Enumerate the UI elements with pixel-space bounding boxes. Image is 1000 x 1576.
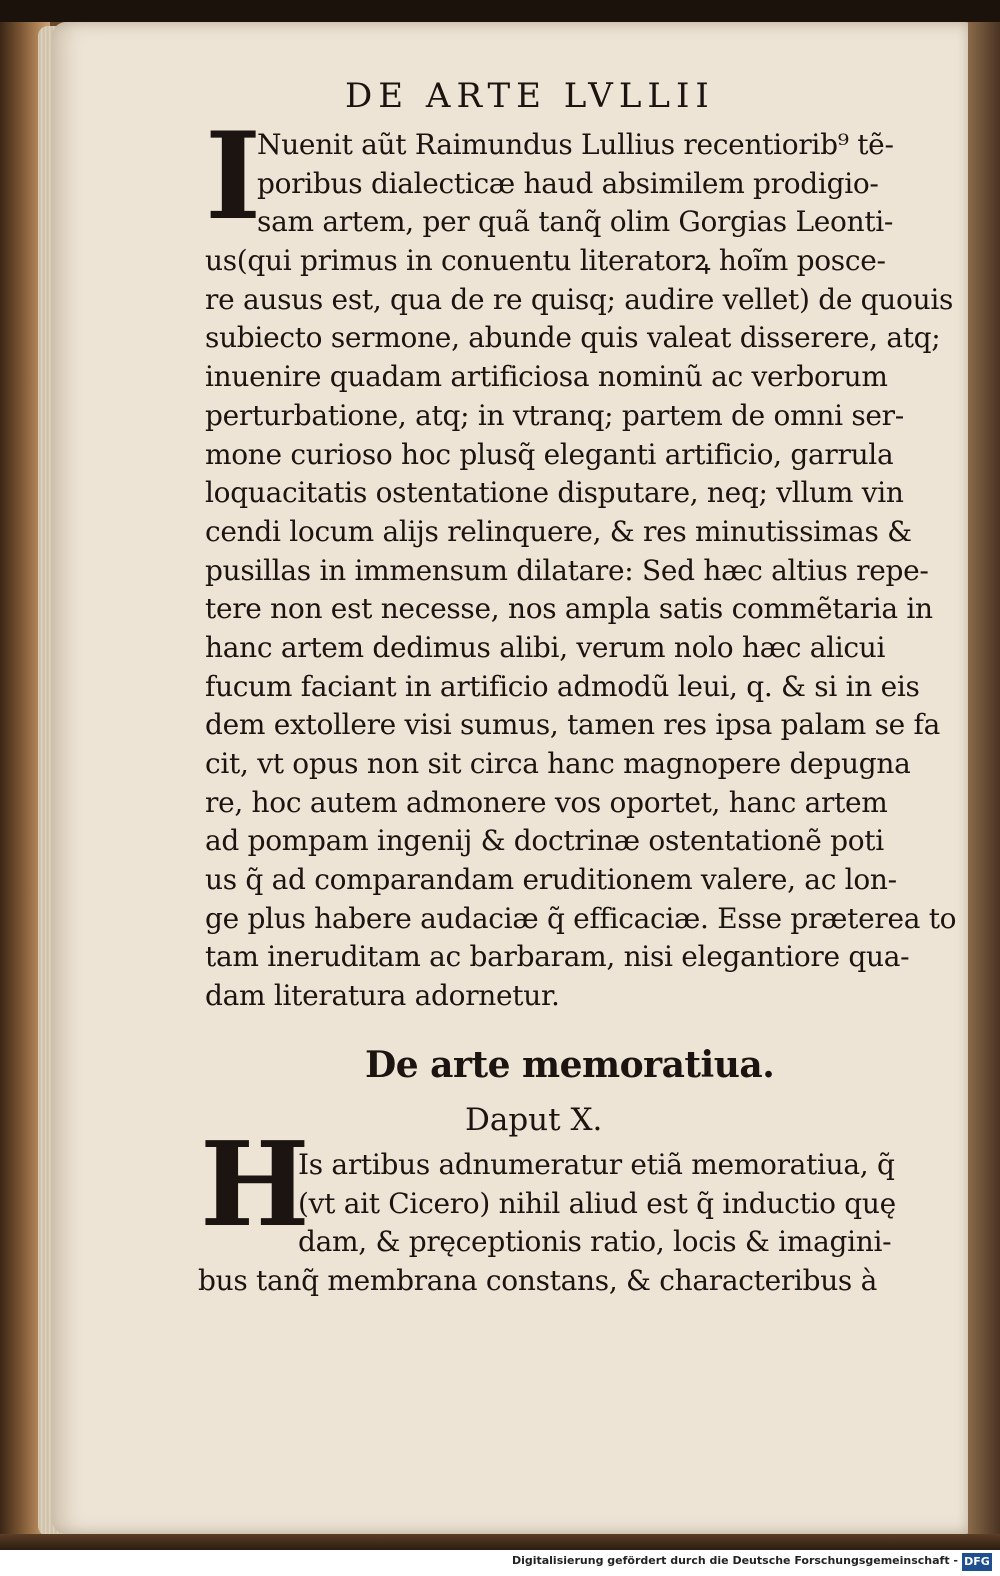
drop-cap-initial: H bbox=[200, 1117, 310, 1253]
text-line: perturbatione, atq; in vtranq; partem de omni ser- bbox=[205, 398, 904, 432]
paragraph-1 bbox=[205, 126, 957, 1016]
text-line: cit, vt opus non sit circa hanc magnopere depugna bbox=[205, 747, 911, 780]
text-line: tam ineruditam ac barbaram, nisi elegantiore qua- bbox=[205, 940, 910, 974]
text-line: re, hoc autem admonere vos oportet, hanc artem bbox=[205, 785, 888, 819]
drop-cap-initial: I bbox=[205, 106, 262, 247]
chapter-label: Daput X. bbox=[465, 1102, 603, 1138]
text-line: ge plus habere audaciæ q̃ efficaciæ. Esse præterea to bbox=[205, 901, 957, 935]
text-line: dam, & pręceptionis ratio, locis & imagini- bbox=[298, 1225, 892, 1259]
right-edge bbox=[968, 22, 1000, 1542]
text-line: (vt ait Cicero) nihil aliud est q̃ inductio quę bbox=[298, 1186, 896, 1220]
text-line: re ausus est, qua de re quisq; audire vellet) de quouis bbox=[205, 282, 954, 316]
section-heading: De arte memoratiua. bbox=[365, 1044, 775, 1086]
text-line: cendi locum alijs relinquere, & res minutissimas & bbox=[205, 514, 912, 548]
top-edge bbox=[0, 0, 1000, 22]
text-line: subiecto sermone, abunde quis valeat disserere, atq; bbox=[205, 321, 941, 355]
text-line: inuenire quadam artificiosa nominũ ac verborum bbox=[205, 360, 888, 394]
text-line: bus tanq̃ membrana constans, & characteribus à bbox=[198, 1264, 877, 1298]
text-line: sam artem, per quã tanq̃ olim Gorgias Leonti- bbox=[257, 205, 894, 239]
paragraph-2 bbox=[198, 1146, 918, 1301]
text-line: dem extollere visi sumus, tamen res ipsa palam se fa bbox=[205, 708, 940, 742]
text-line: Is artibus adnumeratur etiã memoratiua, q̃ bbox=[298, 1148, 895, 1181]
text-line: mone curioso hoc plusq̃ eleganti artificio, garrula bbox=[205, 437, 894, 471]
footer-credit: Digitalisierung gefördert durch die Deutsche Forschungsgemeinschaft - bbox=[511, 1554, 958, 1567]
text-line: Nuenit aũt Raimundus Lullius recentiorib⁹ tẽ- bbox=[257, 128, 894, 161]
text-line: dam literatura adornetur. bbox=[205, 979, 560, 1013]
bottom-edge bbox=[0, 1534, 1000, 1550]
text-line: hanc artem dedimus alibi, verum nolo hæc alicui bbox=[205, 630, 886, 664]
text-line: loquacitatis ostentatione disputare, neq; vllum vin bbox=[205, 476, 904, 510]
text-line: ad pompam ingenij & doctrinæ ostentationẽ poti bbox=[205, 824, 884, 858]
text-line: pusillas in immensum dilatare: Sed hæc altius repe- bbox=[205, 553, 929, 587]
text-line: tere non est necesse, nos ampla satis commẽtaria in bbox=[205, 592, 933, 626]
text-line: fucum faciant in artificio admodũ leui, q. & si in eis bbox=[205, 669, 920, 703]
digitization-footer bbox=[0, 1550, 1000, 1576]
dfg-logo: DFG bbox=[962, 1553, 992, 1571]
text-line: poribus dialecticæ haud absimilem prodigio- bbox=[257, 166, 879, 200]
running-head: DE ARTE LVLLII bbox=[345, 76, 715, 116]
text-line: us q̃ ad comparandam eruditionem valere, ac lon- bbox=[205, 863, 897, 897]
text-line: us(qui primus in conuentu literatorꝝ hoĩm posce- bbox=[205, 244, 886, 278]
